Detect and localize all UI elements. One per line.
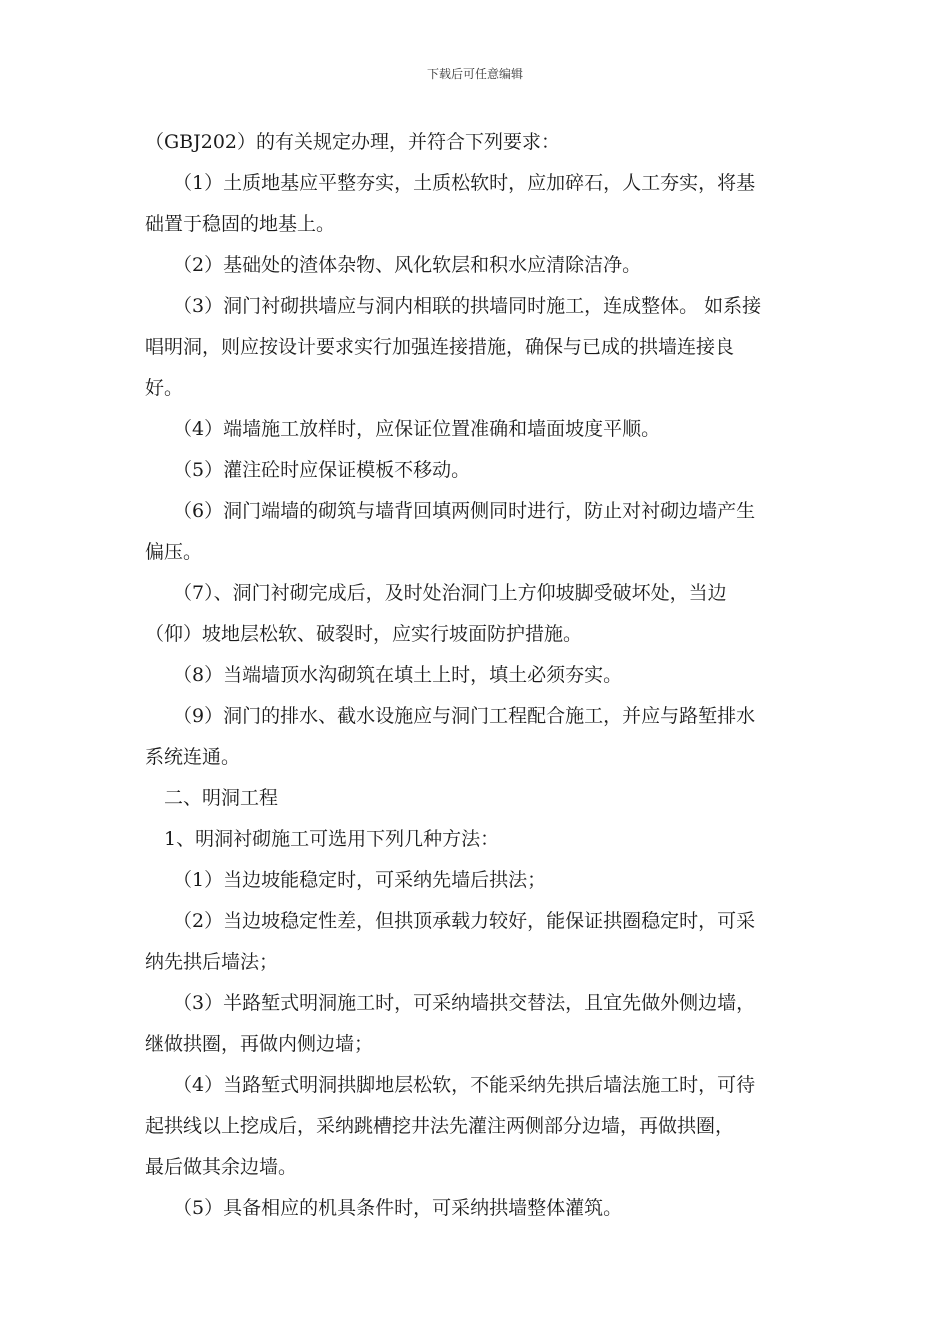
paragraph-line: （3）洞门衬砌拱墙应与洞内相联的拱墙同时施工，连成整体。 如系接 [173,295,762,317]
paragraph-line: 唱明洞，则应按设计要求实行加强连接措施，确保与已成的拱墙连接良 [145,336,735,358]
section-heading: 二、明洞工程 [164,787,279,809]
paragraph-line: （5）具备相应的机具条件时，可采纳拱墙整体灌筑。 [173,1197,623,1219]
paragraph-line: （GBJ202）的有关规定办理，并符合下列要求： [145,131,561,153]
page-header: 下载后可任意编辑 [426,67,523,81]
paragraph-line: （1）当边坡能稳定时，可采纳先墙后拱法； [173,869,547,891]
paragraph-line: 好。 [145,377,184,399]
paragraph-line: 最后做其余边墙。 [145,1156,298,1178]
paragraph-line: （4）端墙施工放样时，应保证位置准确和墙面坡度平顺。 [173,418,661,440]
document-body [145,122,810,1229]
paragraph-line: （8）当端墙顶水沟砌筑在填土上时，填土必须夯实。 [173,664,623,686]
paragraph-line: 1、明洞衬砌施工可选用下列几种方法： [164,828,500,850]
paragraph-line: （9）洞门的排水、截水设施应与洞门工程配合施工，并应与路堑排水 [173,705,756,727]
paragraph-line: （4）当路堑式明洞拱脚地层松软，不能采纳先拱后墙法施工时，可待 [173,1074,756,1096]
paragraph-line: （2）基础处的渣体杂物、风化软层和积水应清除洁净。 [173,254,642,276]
paragraph-line: 础置于稳固的地基上。 [145,213,336,235]
paragraph-line: 纳先拱后墙法； [145,951,279,973]
paragraph-line: （2）当边坡稳定性差，但拱顶承载力较好，能保证拱圈稳定时，可采 [173,910,756,932]
paragraph-line: 系统连通。 [145,746,241,768]
paragraph-line: 起拱线以上挖成后，采纳跳槽挖井法先灌注两侧部分边墙，再做拱圈， [145,1115,735,1137]
paragraph-line: 继做拱圈，再做内侧边墙； [145,1033,374,1055]
paragraph-line: （5）灌注砼时应保证模板不移动。 [173,459,471,481]
paragraph-line: （7）、洞门衬砌完成后，及时处治洞门上方仰坡脚受破坏处，当边 [173,582,727,604]
paragraph-line: （仰）坡地层松软、破裂时，应实行坡面防护措施。 [145,623,583,645]
paragraph-line: （6）洞门端墙的砌筑与墙背回填两侧同时进行，防止对衬砌边墙产生 [173,500,756,522]
paragraph-line: （1）土质地基应平整夯实，土质松软时，应加碎石，人工夯实，将基 [173,172,756,194]
paragraph-line: （3）半路堑式明洞施工时，可采纳墙拱交替法，且宜先做外侧边墙， [173,992,756,1014]
paragraph-line: 偏压。 [145,541,203,563]
